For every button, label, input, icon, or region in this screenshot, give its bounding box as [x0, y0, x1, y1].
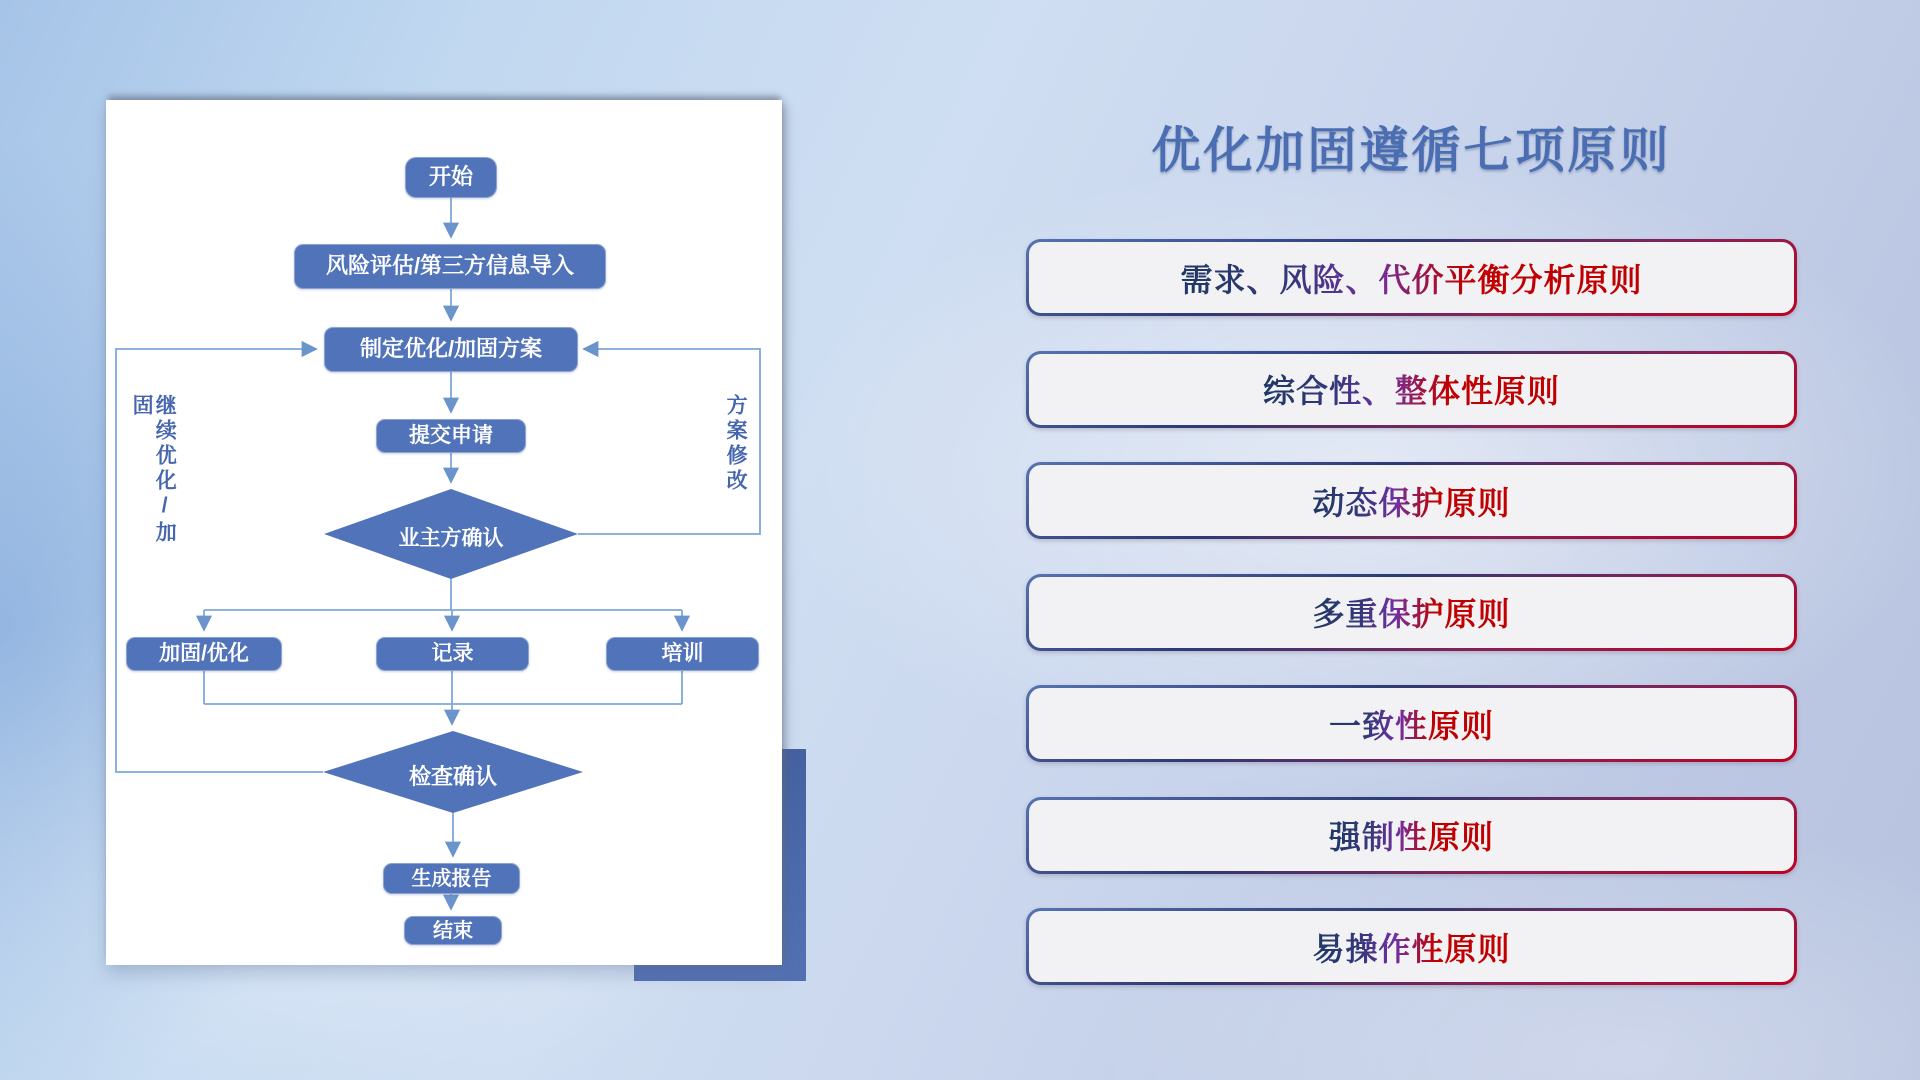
principle-item — [1026, 574, 1797, 651]
principle-item — [1026, 462, 1797, 539]
flow-node-check-confirm-label: 检查确认 — [408, 764, 497, 789]
principle-text: 动态保护原则 — [1312, 478, 1510, 524]
principle-text: 强制性原则 — [1329, 812, 1494, 858]
loop-label-plan-revise: 方案修改 — [724, 394, 748, 494]
principle-item — [1026, 239, 1797, 316]
principles-list — [1026, 239, 1797, 985]
principle-text: 易操作性原则 — [1312, 924, 1510, 970]
principle-text: 多重保护原则 — [1312, 589, 1510, 635]
flow-node-report: 生成报告 — [383, 863, 520, 894]
principle-text: 一致性原则 — [1329, 701, 1494, 747]
principle-item — [1026, 797, 1797, 874]
flow-node-owner-confirm-label: 业主方确认 — [398, 527, 504, 550]
principle-item — [1026, 908, 1797, 985]
principle-item — [1026, 351, 1797, 428]
flow-node-end: 结束 — [404, 916, 502, 945]
principle-text: 综合性、整体性原则 — [1263, 366, 1560, 412]
flow-node-training: 培训 — [606, 637, 759, 671]
flow-node-risk-import: 风险评估/第三方信息导入 — [294, 244, 606, 289]
flow-node-harden-optimize: 加固/优化 — [126, 637, 282, 671]
flow-node-submit: 提交申请 — [376, 419, 526, 453]
principle-text: 需求、风险、代价平衡分析原则 — [1180, 255, 1642, 301]
flow-node-make-plan: 制定优化/加固方案 — [324, 327, 578, 372]
loop-label-continue-optimize: 继续优化/加固 — [130, 394, 177, 546]
flowchart-card — [106, 100, 782, 965]
principle-item — [1026, 685, 1797, 762]
flow-node-record: 记录 — [376, 637, 529, 671]
page-title: 优化加固遵循七项原则 — [1151, 124, 1672, 178]
flow-node-start: 开始 — [405, 157, 497, 198]
